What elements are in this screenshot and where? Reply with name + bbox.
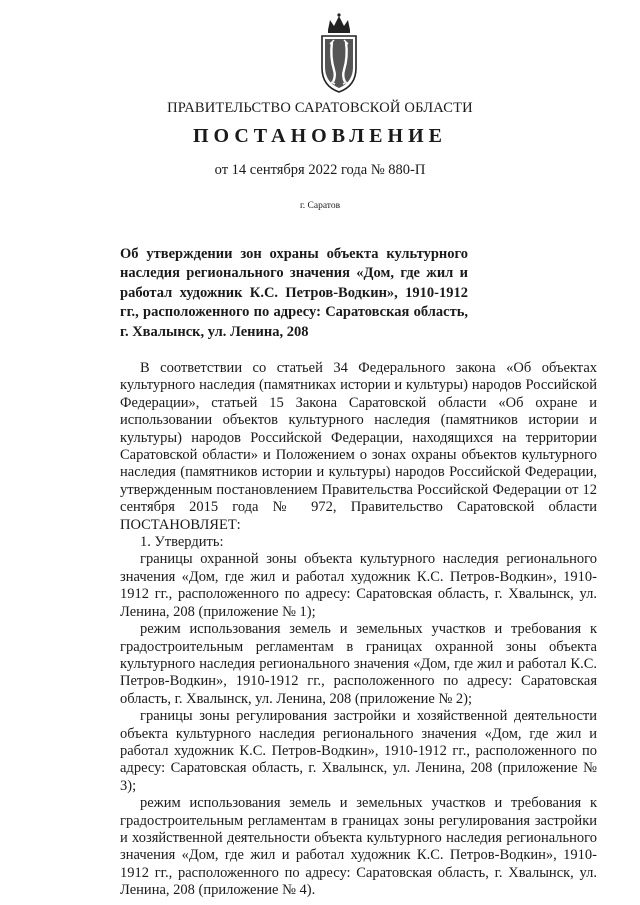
document-subject: Об утверждении зон охраны объекта культурного наследия регионального значения «Дом, где жил и работал художник К.С. Петров-Водкин», 1910-1912 гг., расположенного по адресу: Саратовская область, г. Хвалынск, ул. Ленина, 208 xyxy=(120,246,468,340)
item-1-heading: 1. Утвердить: xyxy=(140,534,224,551)
document-body xyxy=(120,360,597,900)
coat-of-arms-icon xyxy=(318,12,360,94)
government-name: ПРАВИТЕЛЬСТВО САРАТОВСКОЙ ОБЛАСТИ xyxy=(167,100,473,116)
city: г. Саратов xyxy=(299,201,341,211)
preamble-paragraph: В соответствии со статьей 34 Федерального закона «Об объектах культурного наследия (памятниках истории и культуры) народов Российской Федерации», статьей 15 Закона Саратовской области «Об охране и использовании объектов культурного наследия (памятников истории и культуры) народов Российской Федерации, находящихся на территории Саратовской области» и Положением о зонах охраны объектов культурного наследия (памятников истории и культуры) народов Российской Федерации, утвержденным постановлением Правительства Российской Федерации от 12 сентября 2015 года № 972, Правительство Саратовской области ПОСТАНОВЛЯЕТ: xyxy=(120,360,597,533)
document-type: ПОСТАНОВЛЕНИЕ xyxy=(193,125,447,147)
paragraph-annex-1: границы охранной зоны объекта культурного наследия регионального значения «Дом, где жил и работал художник К.С. Петров-Водкин», 1910-1912 гг., расположенного по адресу: Саратовская область, г. Хвалынск, ул. Ленина, 208 (приложение № 1); xyxy=(120,551,597,620)
date-and-number: от 14 сентября 2022 года № 880-П xyxy=(214,162,426,178)
paragraph-annex-4: режим использования земель и земельных участков и требования к градостроительным регламентам в границах зоны регулирования застройки и хозяйственной деятельности объекта культурного наследия регионального значения «Дом, где жил и работал художник К.С. Петров-Водкин», 1910-1912 гг., расположенного по адресу: Саратовская область, г. Хвалынск, ул. Ленина, 208 (приложение № 4). xyxy=(120,795,597,899)
paragraph-annex-3: границы зоны регулирования застройки и хозяйственной деятельности объекта культурного наследия регионального значения «Дом, где жил и работал художник К.С. Петров-Водкин», 1910-1912 гг., расположенного по адресу: Саратовская область, г. Хвалынск, ул. Ленина, 208 (приложение № 3); xyxy=(120,708,597,794)
paragraph-annex-2: режим использования земель и земельных участков и требования к градостроительным регламентам в границах охранной зоны объекта культурного наследия регионального значения «Дом, где жил и работал К.С. Петров-Водкин», 1910-1912 гг., расположенного по адресу: Саратовская область, г. Хвалынск, ул. Ленина, 208 (приложение № 2); xyxy=(120,621,597,707)
